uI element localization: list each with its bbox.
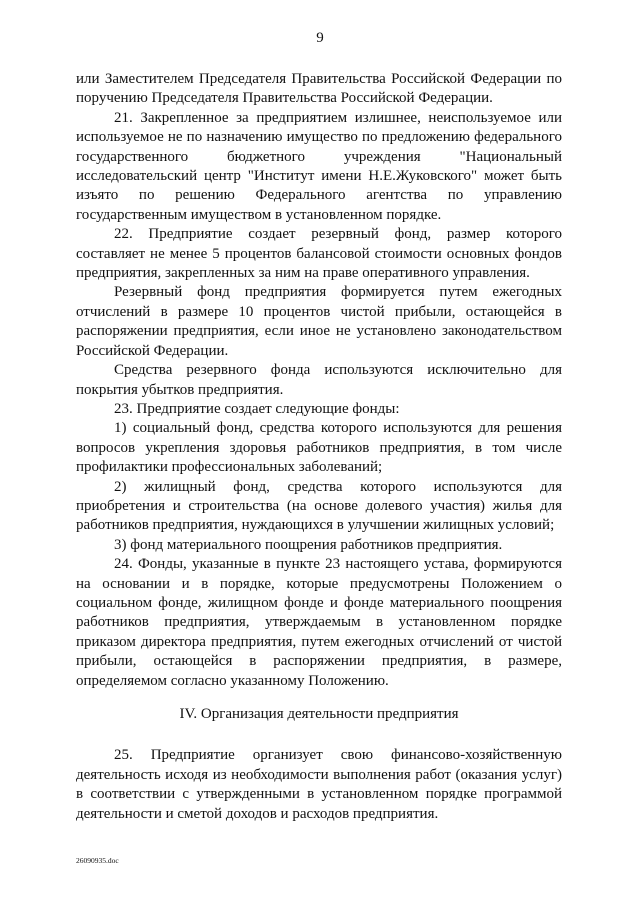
list-item-housing-fund: 2) жилищный фонд, средства которого используются для приобретения и строительства (на основе долевого участия) жилья для работников предприятия, нуждающихся в улучшении жилищных условий;: [76, 478, 562, 534]
paragraph-23: 23. Предприятие создает следующие фонды:: [114, 400, 400, 417]
document-body: [76, 70, 562, 824]
list-item-social-fund: 1) социальный фонд, средства которого используются для решения вопросов укрепления здоровья работников предприятия, в том числе профилактики профессиональных заболеваний;: [76, 420, 562, 476]
paragraph-21: 21. Закрепленное за предприятием излишнее, неиспользуемое или используемое не по назначению имущество по предложению федерального государственного бюджетного учреждения "Национальный исследовательский центр "Институт имени Н.Е.Жуковского" может быть изъято по решению Федерального агентства по управлению государственным имуществом в установленном порядке.: [76, 109, 562, 223]
paragraph-reserve-fund-formation: Резервный фонд предприятия формируется путем ежегодных отчислений в размере 10 процентов чистой прибыли, остающейся в распоряжении предприятия, если иное не установлено законодательством Российской Федерации.: [76, 284, 562, 359]
paragraph-24: 24. Фонды, указанные в пункте 23 настоящего устава, формируются на основании и в порядке, которые предусмотрены Положением о социальном фонде, жилищном фонде и фонде материального поощрения работников предприятия, утверждаемым в установленном порядке приказом директора предприятия, путем ежегодных отчислений от чистой прибыли, остающейся в распоряжении предприятия, в размере, определяемом согласно указанному Положению.: [76, 556, 562, 689]
paragraph-continuation: или Заместителем Председателя Правительства Российской Федерации по поручению Председателя Правительства Российской Федерации.: [76, 71, 562, 107]
paragraph-22: 22. Предприятие создает резервный фонд, размер которого составляет не менее 5 процентов балансовой стоимости основных фондов предприятия, закрепленных за ним на праве оперативного управления.: [76, 226, 562, 282]
list-item-incentive-fund: 3) фонд материального поощрения работников предприятия.: [114, 536, 503, 553]
section-heading: IV. Организация деятельности предприятия: [179, 706, 459, 722]
paragraph-reserve-fund-usage: Средства резервного фонда используются исключительно для покрытия убытков предприятия.: [76, 362, 562, 398]
paragraph-25: 25. Предприятие организует свою финансово-хозяйственную деятельность исходя из необходимости выполнения работ (оказания услуг) в соответствии с утвержденными в установленном порядке программой деятельности и сметой доходов и расходов предприятия.: [76, 747, 562, 822]
footer-filename: 26090935.doc: [76, 856, 119, 865]
page-number: 9: [316, 30, 324, 46]
